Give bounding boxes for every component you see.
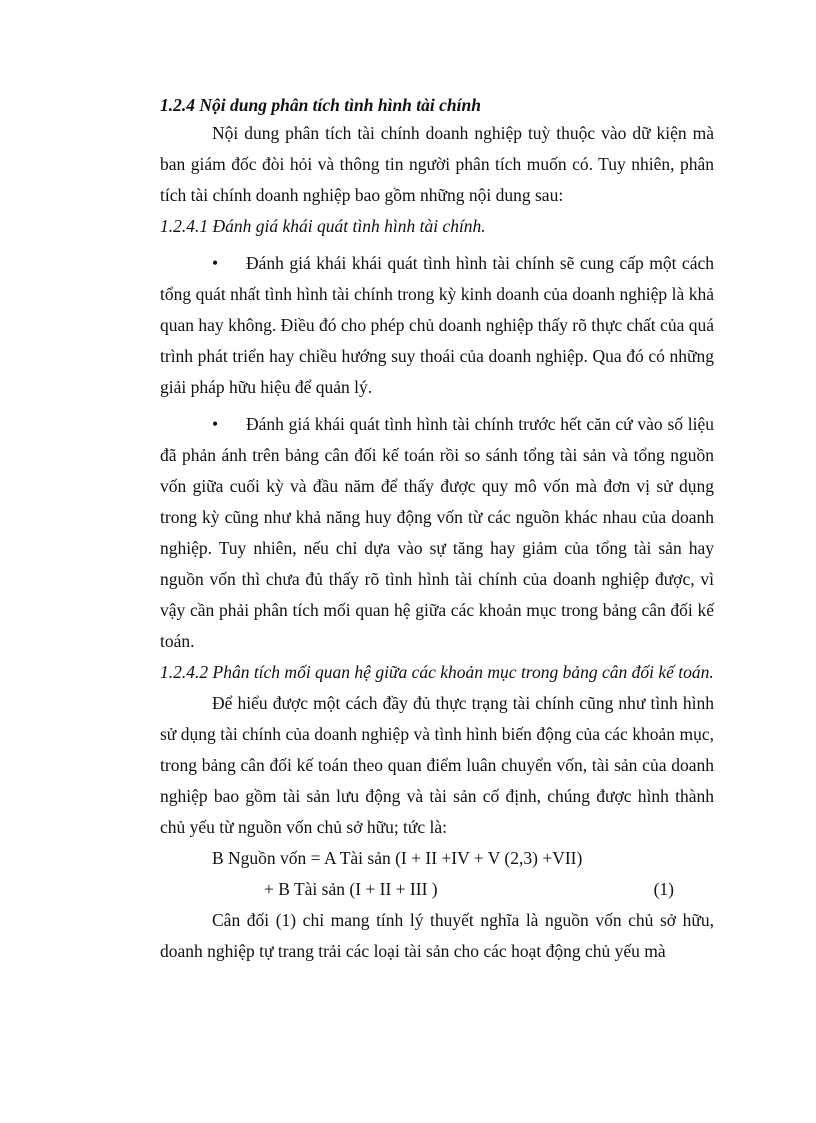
bullet-icon: • bbox=[212, 253, 219, 273]
bullet-text: Đánh giá khái quát tình hình tài chính trước hết căn cứ vào số liệu đã phản ánh trên bảng cân đối kế toán rồi so sánh tổng tài sản và tổng nguồn vốn giữa cuối kỳ và đầu năm để thấy được quy mô vốn mà đơn vị sử dụng trong kỳ cũng như khả năng huy động vốn từ các nguồn khác nhau của doanh nghiệp. Tuy nhiên, nếu chỉ dựa vào sự tăng hay giảm của tổng tài sản hay nguồn vốn thì chưa đủ thấy rõ tình hình tài chính của doanh nghiệp được, vì vậy cần phải phân tích mối quan hệ giữa các khoản mục trong bảng cân đối kế toán. bbox=[160, 414, 714, 651]
bullet-icon: • bbox=[212, 414, 219, 434]
bullet-item bbox=[160, 248, 714, 403]
subsection-heading-1: 1.2.4.1 Đánh giá khái quát tình hình tài chính. bbox=[160, 216, 486, 236]
formula-line-2-text: + B Tài sản (I + II + III ) bbox=[264, 879, 438, 899]
intro-paragraph: Nội dung phân tích tài chính doanh nghiệp tuỳ thuộc vào dữ kiện mà ban giám đốc đòi hỏi và thông tin người phân tích muốn có. Tuy nhiên, phân tích tài chính doanh nghiệp bao gồm những nội dung sau: bbox=[160, 123, 714, 205]
subsection-paragraph: Để hiểu được một cách đầy đủ thực trạng tài chính cũng như tình hình sử dụng tài chính của doanh nghiệp và tình hình biến động của các khoản mục, trong bảng cân đối kế toán theo quan điểm luân chuyển vốn, tài sản của doanh nghiệp bao gồm tài sản lưu động và tài sản cố định, chúng được hình thành chủ yếu từ nguồn vốn chủ sở hữu; tức là: bbox=[160, 693, 714, 837]
formula-line-1: B Nguồn vốn = A Tài sản (I + II +IV + V (2,3) +VII) bbox=[212, 848, 583, 868]
equation-number: (1) bbox=[653, 879, 674, 899]
subsection-heading-2: 1.2.4.2 Phân tích mối quan hệ giữa các khoản mục trong bảng cân đối kế toán. bbox=[160, 662, 714, 682]
formula-line-2 bbox=[160, 874, 714, 905]
document-body bbox=[160, 92, 714, 967]
closing-paragraph: Cân đối (1) chỉ mang tính lý thuyết nghĩa là nguồn vốn chủ sở hữu, doanh nghiệp tự trang trải các loại tài sản cho các hoạt động chủ yếu mà bbox=[160, 910, 714, 961]
bullet-item bbox=[160, 409, 714, 657]
bullet-text: Đánh giá khái khái quát tình hình tài chính sẽ cung cấp một cách tổng quát nhất tình hình tài chính trong kỳ kinh doanh của doanh nghiệp là khả quan hay không. Điều đó cho phép chủ doanh nghiệp thấy rõ thực chất của quá trình phát triển hay chiều hướng suy thoái của doanh nghiệp. Qua đó có những giải pháp hữu hiệu để quản lý. bbox=[160, 253, 714, 397]
section-heading: 1.2.4 Nội dung phân tích tình hình tài chính bbox=[160, 95, 481, 115]
